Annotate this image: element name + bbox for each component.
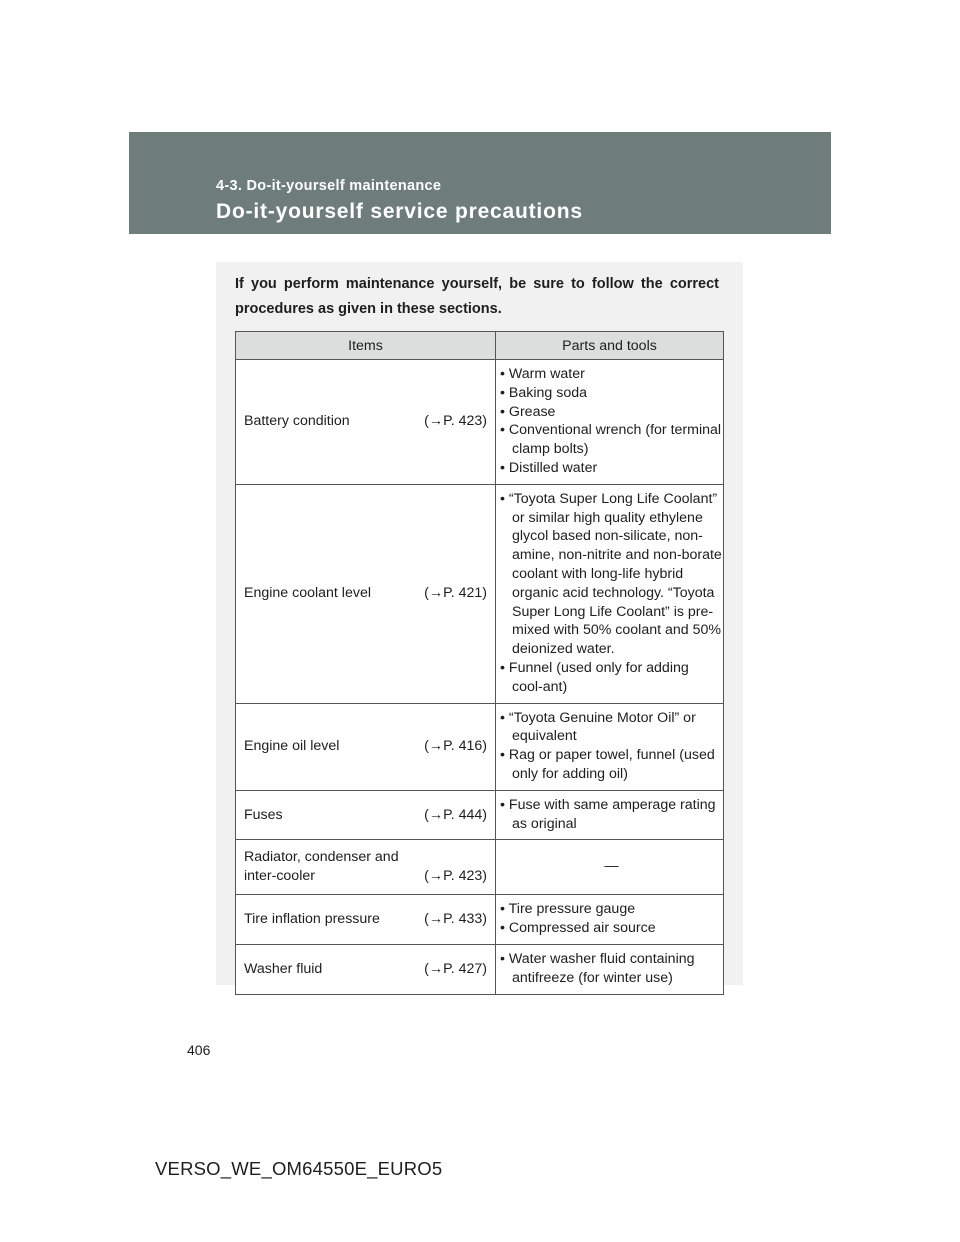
list-item: • Funnel (used only for adding cool-ant) <box>500 659 689 695</box>
page-reference: (→P. 427) <box>424 960 487 977</box>
content-box <box>216 262 743 985</box>
tools-list <box>500 365 723 478</box>
page-reference: (→P. 433) <box>424 911 487 928</box>
item-cell <box>236 484 496 703</box>
column-header-parts-and-tools: Parts and tools <box>496 332 724 360</box>
tools-list <box>500 900 723 938</box>
item-name: Tire inflation pressure <box>244 911 380 928</box>
tools-cell <box>496 484 724 703</box>
tools-list <box>500 490 723 697</box>
table-row <box>236 840 724 895</box>
page-reference: (→P. 444) <box>424 806 487 823</box>
item-cell <box>236 360 496 485</box>
item-cell <box>236 840 496 895</box>
table-header-row <box>236 332 724 360</box>
tools-list <box>500 709 723 784</box>
tools-list <box>500 796 723 834</box>
table-row <box>236 944 724 994</box>
item-name: Battery condition <box>244 413 350 430</box>
list-item: • Grease <box>500 403 556 420</box>
item-cell <box>236 895 496 945</box>
list-item: • Warm water <box>500 366 585 382</box>
item-name: Radiator, condenser and inter-cooler <box>244 849 399 885</box>
tools-cell <box>496 895 724 945</box>
item-name: Washer fluid <box>244 960 323 977</box>
page-reference: (→P. 423) <box>424 413 487 430</box>
table-row <box>236 360 724 485</box>
list-item: • Baking soda <box>500 384 588 401</box>
item-cell <box>236 703 496 790</box>
list-item: • Conventional wrench (for terminal clamp bolts) <box>500 422 722 458</box>
tools-cell <box>496 944 724 994</box>
table-row <box>236 790 724 840</box>
tools-list <box>500 950 723 988</box>
list-item: • “Toyota Super Long Life Coolant” or similar high quality ethylene glycol based non-silicate, non-amine, non-nitrite and non-borate coolant with long-life hybrid organic acid technology. “Toyota Super Long Life Coolant” is pre-mixed with 50% coolant and 50% deionized water. <box>500 490 722 658</box>
list-item: • Fuse with same amperage rating as original <box>500 796 716 832</box>
item-name: Fuses <box>244 806 283 823</box>
item-name: Engine coolant level <box>244 585 371 602</box>
list-item: • Rag or paper towel, funnel (used only for adding oil) <box>500 747 715 782</box>
tools-cell <box>496 703 724 790</box>
section-label: 4-3. Do-it-yourself maintenance <box>216 178 442 194</box>
list-item: • Water washer fluid containing antifreeze (for winter use) <box>500 950 695 986</box>
page-reference: (→P. 423) <box>424 868 487 885</box>
intro-text: If you perform maintenance yourself, be sure to follow the correct procedures as given in these sections. <box>235 276 719 317</box>
list-item: • Compressed air source <box>500 920 656 937</box>
tools-cell <box>496 840 724 895</box>
empty-dash: — <box>604 858 619 875</box>
table-row <box>236 895 724 945</box>
document-code: VERSO_WE_OM64550E_EURO5 <box>155 1158 443 1179</box>
page-number: 406 <box>187 1042 211 1058</box>
item-cell <box>236 790 496 840</box>
parts-table <box>235 331 724 995</box>
column-header-items: Items <box>236 332 496 360</box>
table-row <box>236 484 724 703</box>
item-name: Engine oil level <box>244 738 340 755</box>
page-reference: (→P. 416) <box>424 738 487 755</box>
item-cell <box>236 944 496 994</box>
page-title: Do-it-yourself service precautions <box>216 200 583 223</box>
header-band <box>129 132 831 234</box>
table-row <box>236 703 724 790</box>
list-item: • “Toyota Genuine Motor Oil” or equivalent <box>500 709 696 745</box>
tools-cell <box>496 360 724 485</box>
list-item: • Tire pressure gauge <box>500 901 636 918</box>
page-reference: (→P. 421) <box>424 585 487 602</box>
tools-cell <box>496 790 724 840</box>
list-item: • Distilled water <box>500 459 598 476</box>
